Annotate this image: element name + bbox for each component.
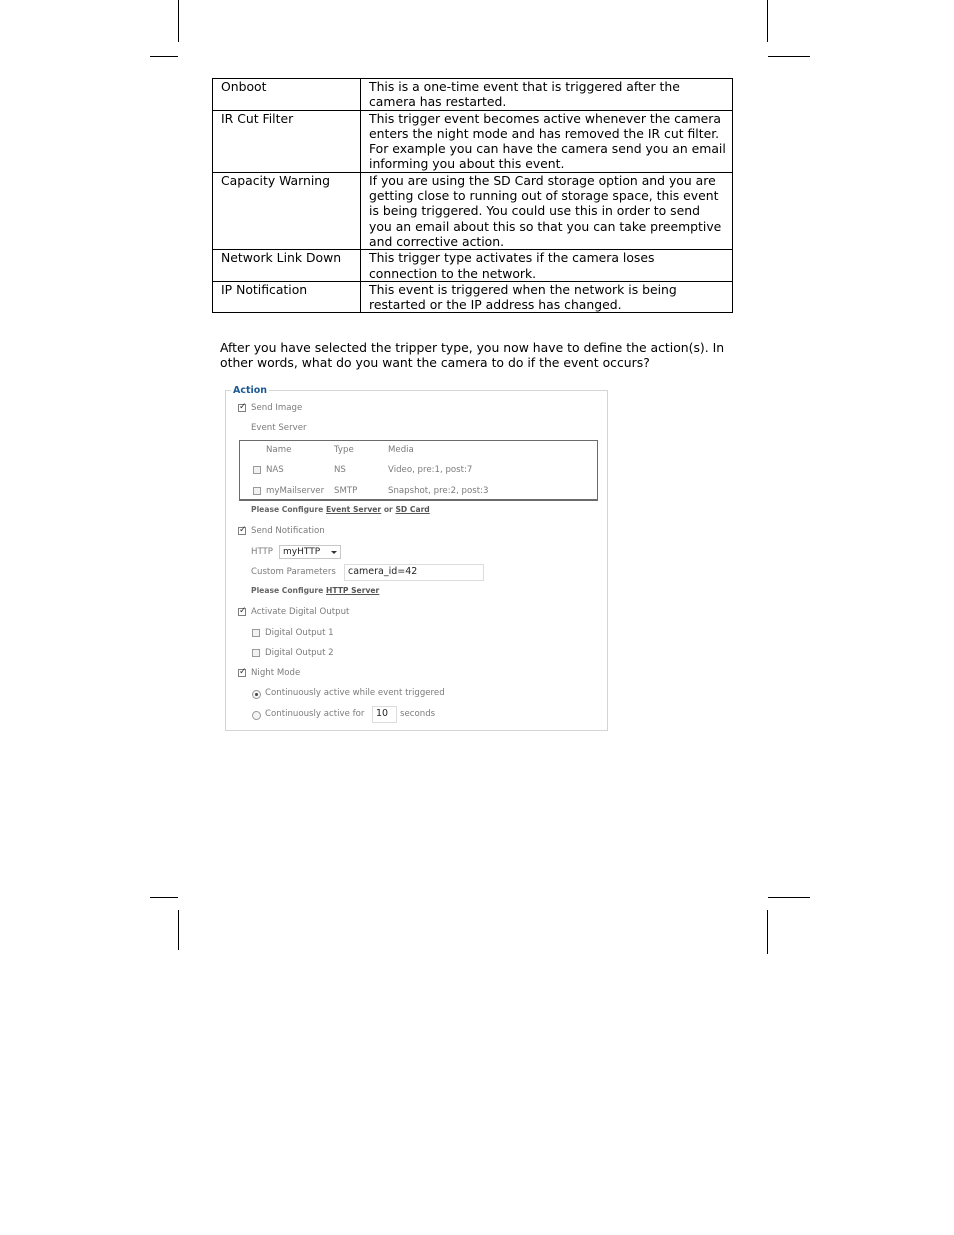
event-server-link[interactable]: Event Server [325, 505, 382, 514]
server-mymailserver-checkbox[interactable] [253, 487, 261, 495]
configure-prefix: Please Configure [251, 505, 324, 514]
night-mode-label: Night Mode [251, 668, 301, 678]
custom-parameters-value: camera_id=42 [348, 566, 418, 577]
trigger-description: This is a one-time event that is triggered after the camera has restarted. [361, 79, 733, 111]
night-mode-option-while-triggered-label: Continuously active while event triggered [265, 688, 445, 698]
trigger-name: Capacity Warning [213, 172, 361, 249]
table-row [213, 281, 733, 313]
night-mode-option-while-triggered-radio[interactable] [252, 690, 261, 699]
configure-http-note [251, 586, 379, 595]
digital-output-2-checkbox[interactable] [252, 649, 260, 657]
trigger-description: If you are using the SD Card storage option and you are getting close to running out of storage space, this event is being triggered. You could use this in order to send you an email about this so that you can take preemptive and corrective action. [361, 172, 733, 249]
night-mode-duration-suffix: seconds [400, 709, 436, 719]
digital-output-2-label: Digital Output 2 [265, 648, 334, 658]
server-nas-checkbox[interactable] [253, 466, 261, 474]
trigger-name: IP Notification [213, 281, 361, 313]
night-mode-option-duration-radio[interactable] [252, 711, 261, 720]
trigger-description: This trigger type activates if the camera loses connection to the network. [361, 250, 733, 282]
http-server-link[interactable]: HTTP Server [325, 586, 380, 595]
intro-paragraph: After you have selected the tripper type, you now have to define the action(s). In other words, what do you want the camera to do if the event occurs? [220, 340, 725, 371]
trigger-description: This trigger event becomes active whenever the camera enters the night mode and has removed the IR cut filter. For example you can have the camera send you an email informing you about this event. [361, 110, 733, 172]
night-mode-duration-input[interactable] [372, 706, 397, 723]
trigger-types-table [212, 78, 733, 313]
crop-mark [768, 56, 810, 57]
digital-output-1-checkbox[interactable] [252, 629, 260, 637]
configure-or: or [383, 505, 393, 514]
server-media: Video, pre:1, post:7 [388, 465, 473, 475]
trigger-name: IR Cut Filter [213, 110, 361, 172]
server-type: NS [334, 465, 346, 475]
custom-parameters-input[interactable] [344, 564, 484, 581]
server-type: SMTP [334, 486, 358, 496]
table-row [213, 172, 733, 249]
http-select-value: myHTTP [283, 547, 321, 557]
activate-digital-output-checkbox[interactable] [238, 608, 246, 616]
send-image-checkbox[interactable] [238, 404, 246, 412]
sd-card-link[interactable]: SD Card [395, 505, 430, 514]
event-server-list [239, 440, 598, 501]
column-header-type: Type [334, 445, 354, 455]
crop-mark [150, 56, 178, 57]
send-notification-checkbox[interactable] [238, 527, 246, 535]
configure-prefix: Please Configure [251, 586, 324, 595]
send-notification-label: Send Notification [251, 526, 325, 536]
crop-mark [767, 910, 768, 954]
server-name: NAS [266, 465, 284, 475]
crop-mark [767, 0, 768, 42]
night-mode-checkbox[interactable] [238, 669, 246, 677]
night-mode-duration-value: 10 [376, 708, 389, 719]
trigger-description: This event is triggered when the network is being restarted or the IP address has changed. [361, 281, 733, 313]
crop-mark [178, 910, 179, 950]
table-row [213, 250, 733, 282]
activate-digital-output-label: Activate Digital Output [251, 607, 350, 617]
digital-output-1-label: Digital Output 1 [265, 628, 334, 638]
event-server-label: Event Server [251, 423, 307, 433]
crop-mark [150, 897, 178, 898]
column-header-media: Media [388, 445, 414, 455]
server-media: Snapshot, pre:2, post:3 [388, 486, 489, 496]
send-image-label: Send Image [251, 403, 303, 413]
table-row [213, 110, 733, 172]
server-name: myMailserver [266, 486, 325, 496]
configure-event-note [251, 505, 430, 514]
crop-mark [768, 897, 810, 898]
night-mode-duration-prefix: Continuously active for [265, 709, 365, 719]
trigger-name: Network Link Down [213, 250, 361, 282]
action-legend: Action [233, 385, 268, 396]
action-panel [225, 385, 608, 731]
http-select[interactable] [279, 545, 341, 559]
table-row [213, 79, 733, 111]
chevron-down-icon [331, 551, 337, 554]
crop-mark [178, 0, 179, 42]
column-header-name: Name [266, 445, 292, 455]
http-label: HTTP [251, 547, 273, 557]
custom-parameters-label: Custom Parameters [251, 567, 336, 577]
trigger-name: Onboot [213, 79, 361, 111]
